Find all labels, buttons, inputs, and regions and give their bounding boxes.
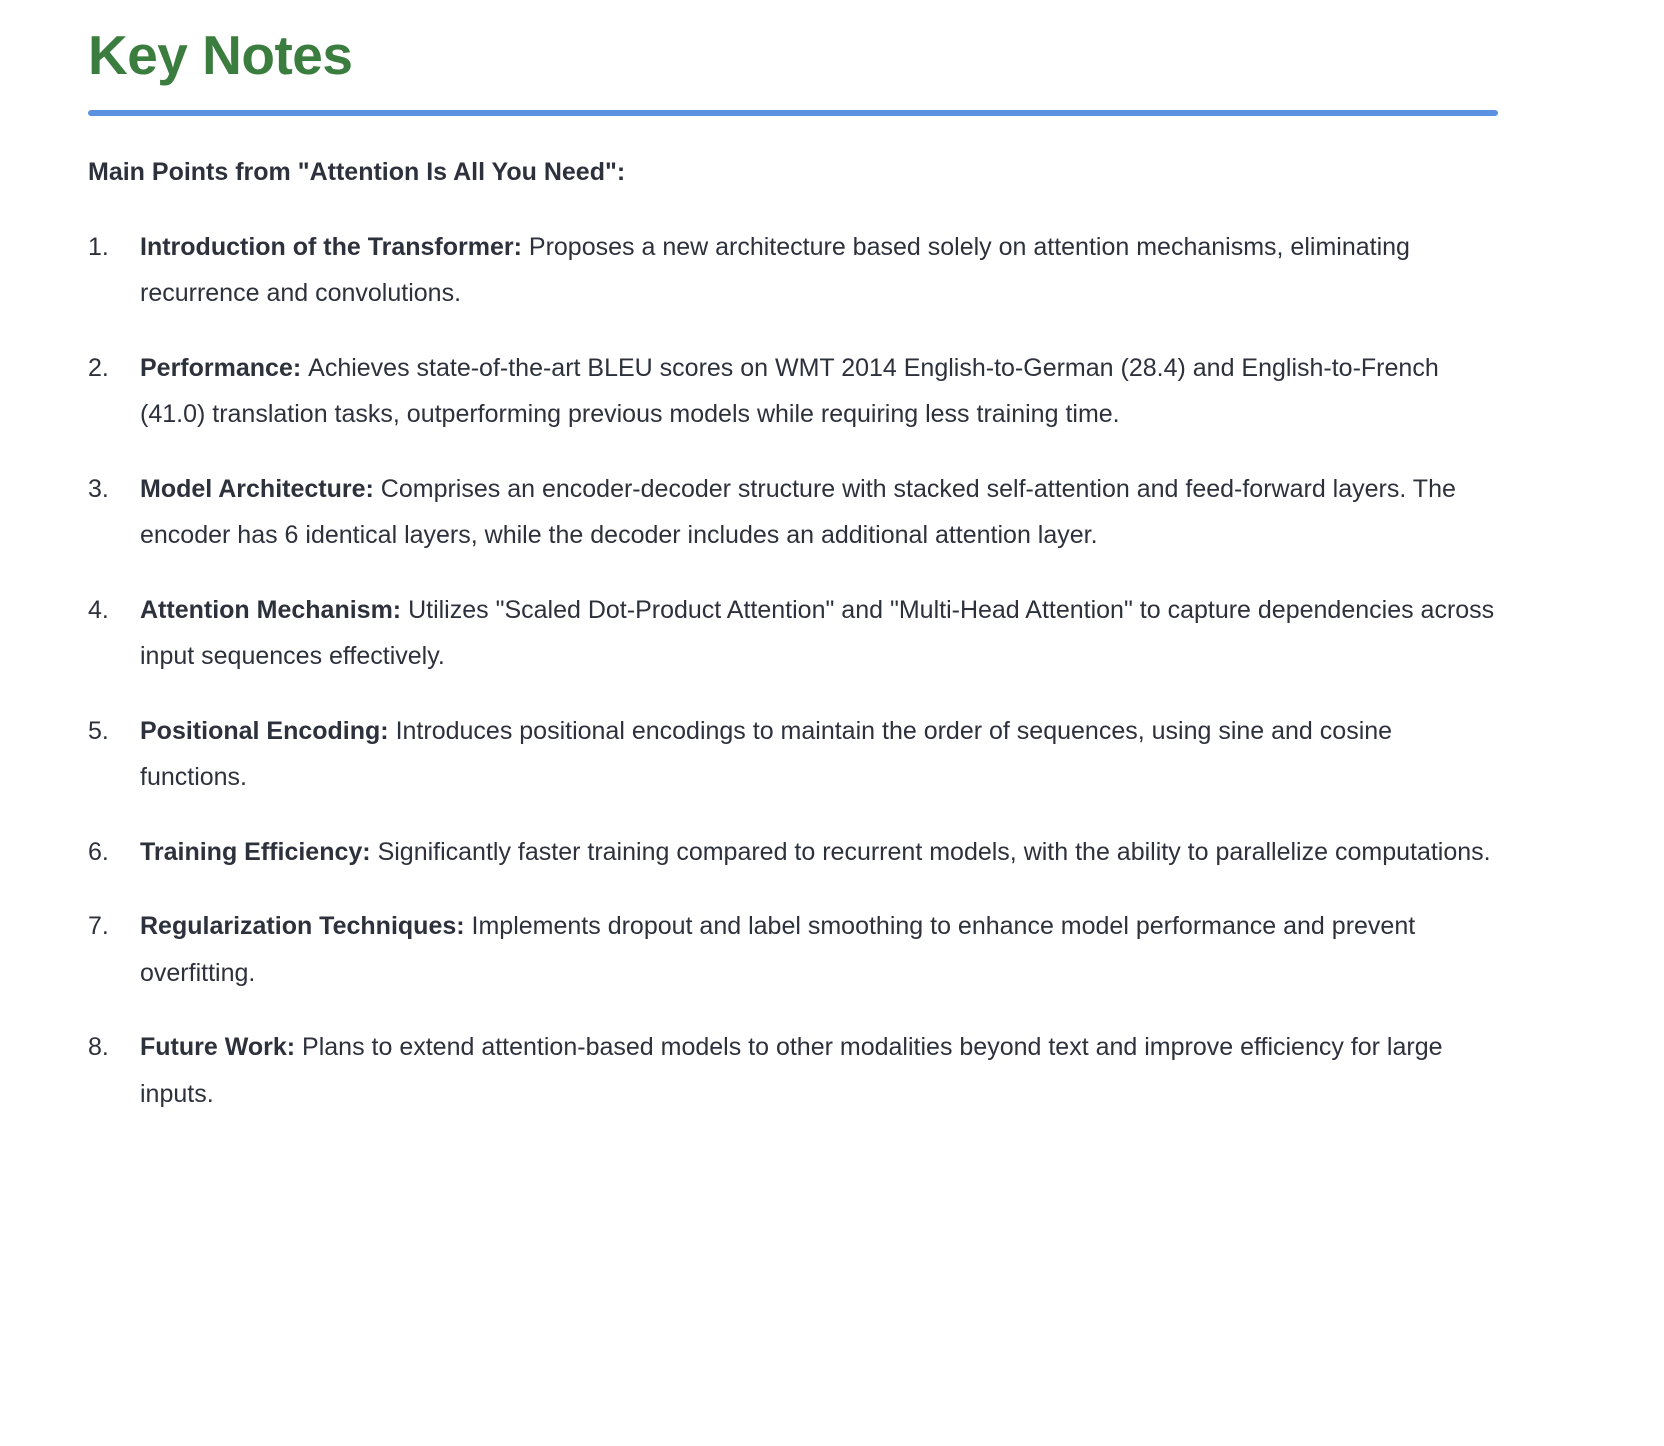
term-label: Regularization Techniques — [140, 912, 457, 940]
list-item-term — [140, 717, 396, 745]
list-item-term — [140, 1033, 302, 1061]
list-item-text — [140, 1024, 1498, 1117]
term-label: Positional Encoding — [140, 716, 381, 745]
term-separator: : — [362, 837, 378, 866]
term-separator: : — [365, 474, 381, 503]
term-separator: : — [286, 1033, 303, 1061]
list-item-term — [140, 838, 378, 866]
list-item-description: Significantly faster training compared to recurrent models, with the ability to parallelize computations. — [377, 837, 1491, 866]
term-separator: : — [292, 353, 309, 382]
list-item-number: 4. — [88, 595, 109, 624]
list-item-description: Introduces positional encodings to maintain the order of sequences, using sine and cosine functions. — [140, 716, 1393, 791]
list-item-text — [140, 224, 1498, 317]
list-item-term — [140, 912, 472, 940]
list-item-term — [140, 354, 308, 382]
list-item — [88, 466, 1498, 559]
list-item-number: 7. — [88, 912, 109, 940]
page-title: Key Notes — [88, 24, 353, 86]
list-item-term — [140, 596, 408, 624]
list-item-text — [140, 587, 1498, 680]
term-label: Performance — [140, 353, 293, 382]
list-item — [88, 903, 1498, 996]
term-label: Attention Mechanism — [140, 595, 393, 624]
list-item-description: Plans to extend attention-based models to other modalities beyond text and improve efficiency for large inputs. — [140, 1033, 1443, 1108]
list-item — [88, 587, 1498, 680]
list-item-number: 2. — [88, 353, 109, 382]
list-item-description: Utilizes "Scaled Dot-Product Attention" and "Multi-Head Attention" to capture dependencies across input sequences effectively. — [140, 595, 1495, 670]
list-item-text — [140, 345, 1498, 438]
list-item-text — [140, 708, 1498, 801]
title-divider — [88, 110, 1498, 116]
list-item-description: Implements dropout and label smoothing to enhance model performance and prevent overfitting. — [140, 912, 1416, 987]
list-item — [88, 1024, 1498, 1117]
list-item-description: Achieves state-of-the-art BLEU scores on WMT 2014 English-to-German (28.4) and English-to-French (41.0) translation tasks, outperforming previous models while requiring less training time. — [140, 353, 1439, 428]
list-item — [88, 829, 1498, 876]
list-item-number: 6. — [88, 837, 109, 866]
key-notes-list — [88, 224, 1498, 1118]
list-item-number: 1. — [88, 232, 109, 261]
term-separator: : — [380, 716, 396, 745]
list-item-text — [140, 829, 1491, 876]
list-item-term — [140, 475, 381, 503]
list-item — [88, 345, 1498, 438]
term-label: Model Architecture — [140, 474, 366, 503]
list-item-text — [140, 903, 1498, 996]
list-item — [88, 708, 1498, 801]
list-item-number: 3. — [88, 474, 109, 503]
list-item-text — [140, 466, 1498, 559]
intro-heading: Main Points from "Attention Is All You Need": — [88, 158, 626, 186]
list-item-description: Comprises an encoder-decoder structure with stacked self-attention and feed-forward layers. The encoder has 6 identical layers, while the decoder includes an additional attention layer. — [140, 474, 1456, 549]
list-item-description: Proposes a new architecture based solely on attention mechanisms, eliminating recurrence and convolutions. — [140, 232, 1410, 307]
term-label: Training Efficiency — [140, 837, 363, 866]
list-item-number: 5. — [88, 716, 109, 745]
term-label: Future Work — [140, 1033, 287, 1061]
list-item-number: 8. — [88, 1033, 109, 1061]
term-separator: : — [513, 232, 529, 261]
list-item-term — [140, 233, 529, 261]
key-notes-document — [88, 22, 1498, 1117]
term-label: Introduction of the Transformer — [140, 232, 514, 261]
term-separator: : — [392, 595, 409, 624]
term-separator: : — [456, 912, 472, 940]
list-item — [88, 224, 1498, 317]
